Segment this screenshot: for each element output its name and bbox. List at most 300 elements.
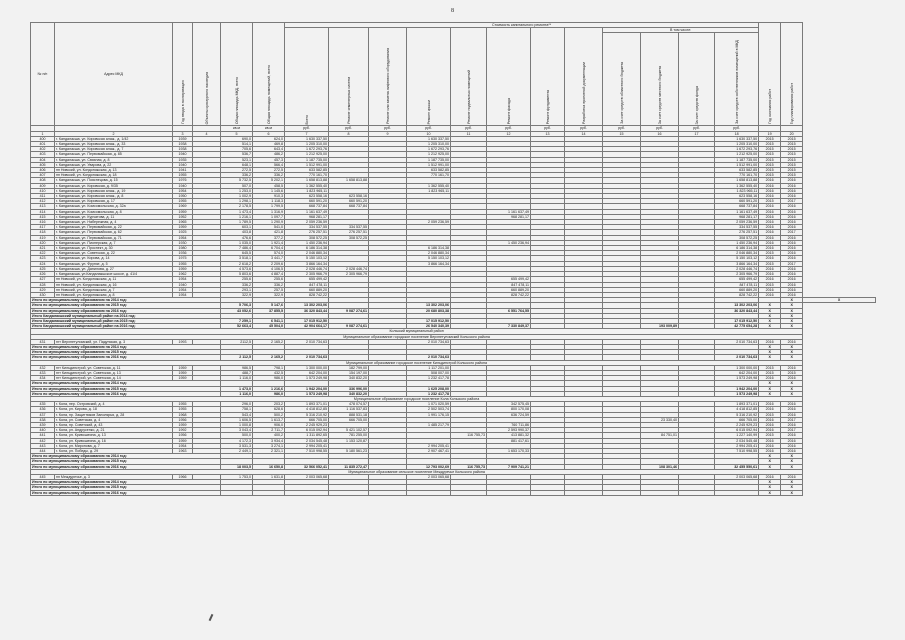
- header-fund-fed-cell: [679, 33, 715, 126]
- table-cell: 2016: [759, 407, 781, 412]
- table-cell: 2016: [781, 475, 803, 480]
- table-cell: 2016: [759, 422, 781, 427]
- subtotal-label: Итого по муниципальному образованию на 2014 год:: [31, 480, 221, 485]
- subtotal-cell: 2 010 734,63: [715, 355, 759, 360]
- table-cell: 421: [31, 246, 55, 251]
- table-cell: 1959: [173, 370, 193, 375]
- table-cell: 2 059 236,59: [407, 220, 451, 225]
- table-cell: 623 558,16: [329, 194, 369, 199]
- table-cell: г. Кандалакша, ул. Фрунзе, д. 5: [55, 261, 173, 266]
- table-cell: 507,0: [221, 183, 253, 188]
- subtotal-cell: 12 793 002,69: [407, 464, 451, 469]
- subtotal-cell: 2 112,5: [221, 355, 253, 360]
- unit-cell: руб.: [329, 126, 369, 131]
- subtotal-cell: X: [781, 318, 803, 323]
- table-cell: 2016: [781, 240, 803, 245]
- table-cell: г. Кола, пер. Островский, д. 4: [55, 402, 173, 407]
- header-year-end: Год окончания работ: [767, 89, 772, 125]
- table-cell: 1955: [173, 199, 193, 204]
- table-cell: 2015: [759, 282, 781, 287]
- subtotal-cell: X: [759, 350, 781, 355]
- table-cell: 633 582,85: [715, 168, 759, 173]
- table-cell: 1976: [173, 178, 193, 183]
- table-cell: 2015: [759, 412, 781, 417]
- table-cell: 628,6: [253, 407, 285, 412]
- table-cell: 1 799,5: [253, 204, 285, 209]
- subtotal-cell: [641, 490, 679, 495]
- table-cell: 272,5: [253, 168, 285, 173]
- table-cell: 2015: [781, 152, 803, 157]
- header-fund-mun: За счет средств местного бюджета: [657, 65, 662, 125]
- header-fund-reg: За счет средств областного бюджета: [619, 62, 624, 125]
- table-cell: г. Кандалакша, ул. Данилова, д. 27: [55, 266, 173, 271]
- table-cell: 2015: [759, 157, 781, 162]
- subtotal-cell: X: [781, 386, 803, 391]
- table-cell: 660 889,20: [715, 287, 759, 292]
- table-cell: 648,1: [221, 162, 253, 167]
- subtotal-cell: 13 302 203,06: [715, 303, 759, 308]
- table-cell: 847 478,11: [487, 282, 531, 287]
- column-number: 7: [285, 131, 329, 136]
- table-cell: 760 711,86: [487, 422, 531, 427]
- table-cell: 432,5: [253, 370, 285, 375]
- header-year-cell: [173, 23, 193, 126]
- subtotal-cell: 42 775 654,28: [715, 324, 759, 329]
- table-cell: 2015: [759, 370, 781, 375]
- subtotal-cell: X: [759, 344, 781, 349]
- subtotal-cell: 16 650,8: [253, 464, 285, 469]
- table-cell: 432: [31, 365, 55, 370]
- table-cell: 1954: [173, 287, 193, 292]
- table-cell: 1 161 637,49: [285, 209, 329, 214]
- subtotal-cell: X: [759, 318, 781, 323]
- subtotal-cell: X: [759, 391, 781, 396]
- table-cell: г. Кандалакша, ул. Кировская алаж., д. 33: [55, 142, 173, 147]
- header-eng-cell: [329, 28, 369, 126]
- subtotal-cell: 37 855,5: [253, 308, 285, 313]
- table-cell: 2 046 880,34: [407, 251, 451, 256]
- subtotal-label: Итого по муниципальному образованию на 2016 год:: [31, 391, 221, 396]
- table-cell: г. Кола, ул. Кривошеина, д. 13: [55, 433, 173, 438]
- table-cell: г. Кандалакша, ул. Первомайская, д. 62: [55, 230, 173, 235]
- table-cell: 1 212 925,00: [715, 152, 759, 157]
- header-year-plan: Год планирования работ: [789, 83, 794, 125]
- table-cell: 2 245 929,23: [715, 422, 759, 427]
- subtotal-cell: 52 663,4: [221, 324, 253, 329]
- table-cell: 4 172,3: [221, 438, 253, 443]
- table-cell: 668 737,84: [329, 204, 369, 209]
- table-cell: 2016: [781, 235, 803, 240]
- table-cell: 1 117 201,00: [407, 365, 451, 370]
- table-cell: 2 321,1: [253, 449, 285, 454]
- table-cell: 642 204,00: [715, 370, 759, 375]
- table-cell: 1 653 170,33: [487, 449, 531, 454]
- table-cell: 4 573,6: [221, 266, 253, 271]
- subtotal-cell: X: [781, 391, 803, 396]
- table-cell: 276 257,51: [329, 230, 369, 235]
- header-pd: Разработка проектной документации: [581, 62, 586, 125]
- table-cell: 1959: [173, 266, 193, 271]
- column-number: 13: [531, 131, 565, 136]
- table-cell: 1959: [173, 225, 193, 230]
- table-cell: 1 450 236,94: [285, 240, 329, 245]
- table-cell: 642 204,00: [285, 370, 329, 375]
- subtotal-cell: 9 087 274,61: [329, 324, 369, 329]
- subtotal-cell: 108 301,46: [641, 464, 679, 469]
- subtotal-cell: [329, 490, 369, 495]
- table-cell: г. Кандалакша, ул. Проспект, д. 30: [55, 246, 173, 251]
- subtotal-cell: [603, 490, 641, 495]
- table-cell: 1955: [173, 407, 193, 412]
- header-lift-cell: [369, 28, 407, 126]
- table-cell: г. Кола, ул. Победы, д. 29: [55, 449, 173, 454]
- subtotal-cell: X: [759, 324, 781, 329]
- column-number: 20: [781, 131, 803, 136]
- table-cell: 660 889,20: [285, 287, 329, 292]
- table-cell: 2016: [759, 428, 781, 433]
- table-cell: 2 711,7: [253, 428, 285, 433]
- table-cell: 334 537,55: [715, 225, 759, 230]
- subtotal-label: Итого по муниципальному образованию на 2014 год:: [31, 454, 221, 459]
- table-cell: 2 305 966,79: [329, 272, 369, 277]
- table-cell: 1938: [173, 147, 193, 152]
- table-cell: 1959: [173, 376, 193, 381]
- subtotal-cell: 340 832,20: [329, 391, 369, 396]
- table-cell: 1959: [173, 209, 193, 214]
- subtotal-label: Итого по муниципальному образованию на 2015 год:: [31, 386, 221, 391]
- table-cell: 2016: [759, 402, 781, 407]
- table-cell: 322,9: [253, 292, 285, 297]
- table-cell: 2 010 734,63: [407, 339, 451, 344]
- header-year: Год ввода в эксплуатацию: [180, 80, 185, 125]
- table-cell: 403,8: [221, 230, 253, 235]
- subtotal-cell: [715, 490, 759, 495]
- table-cell: 770 161,70: [407, 173, 451, 178]
- table-cell: 1975: [173, 256, 193, 261]
- table-cell: 322,9: [221, 292, 253, 297]
- table-cell: 2015: [759, 147, 781, 152]
- subtotal-label: Итого по муниципальному образованию на 2015 год:: [31, 303, 221, 308]
- table-cell: 1936: [173, 251, 193, 256]
- table-cell: 2015: [759, 365, 781, 370]
- table-cell: 408: [31, 178, 55, 183]
- table-cell: 1 362 555,40: [285, 183, 329, 188]
- table-cell: 457,3: [253, 157, 285, 162]
- table-cell: 2016: [759, 292, 781, 297]
- table-cell: 1 789,5: [221, 220, 253, 225]
- table-cell: 1 512 991,00: [285, 162, 329, 167]
- table-cell: 1 000,8: [221, 422, 253, 427]
- table-cell: 469,8: [253, 142, 285, 147]
- table-cell: 2016: [759, 376, 781, 381]
- table-cell: 2016: [781, 194, 803, 199]
- unit-cell: руб.: [407, 126, 451, 131]
- subtotal-cell: X: [759, 485, 781, 490]
- column-number: 10: [407, 131, 451, 136]
- header-foundation-cell: [531, 28, 565, 126]
- table-cell: 2017: [781, 199, 803, 204]
- table-cell: 2016: [781, 204, 803, 209]
- table-cell: г. Кандалакша, ул. Кировская алаж., д. 8: [55, 194, 173, 199]
- subtotal-cell: X: [803, 298, 876, 303]
- table-cell: 1 631,8: [253, 475, 285, 480]
- table-cell: 1 362 555,40: [407, 183, 451, 188]
- table-cell: г. Кола, ул. Андрусенко, д. 21: [55, 428, 173, 433]
- table-cell: 1 161 637,49: [715, 209, 759, 214]
- table-cell: 1962: [173, 272, 193, 277]
- table-cell: 340 832,20: [329, 376, 369, 381]
- table-cell: 2017: [781, 417, 803, 422]
- subtotal-cell: 1 942 204,00: [715, 386, 759, 391]
- table-cell: 2016: [781, 402, 803, 407]
- subtotal-cell: 36 320 843,44: [715, 308, 759, 313]
- table-cell: 402: [31, 147, 55, 152]
- table-cell: 1 161 637,49: [487, 209, 531, 214]
- subtotal-cell: 11 835 272,47: [329, 464, 369, 469]
- table-cell: 2016: [781, 188, 803, 193]
- subtotal-label: Итого по муниципальному образованию на 2016 год:: [31, 490, 221, 495]
- table-cell: 2016: [759, 225, 781, 230]
- table-cell: 296,0: [221, 402, 253, 407]
- table-cell: 5 202,1: [253, 178, 285, 183]
- table-cell: 500,0: [221, 433, 253, 438]
- table-cell: 203,2: [253, 402, 285, 407]
- header-fund-mun-cell: [641, 33, 679, 126]
- table-cell: 633 582,85: [285, 168, 329, 173]
- subtotal-cell: X: [759, 303, 781, 308]
- subtotal-cell: 7 259,1: [221, 318, 253, 323]
- table-cell: 2015: [781, 173, 803, 178]
- table-cell: 1 232 417,78: [407, 376, 451, 381]
- table-cell: 1959: [173, 438, 193, 443]
- subtotal-label: Итого по муниципальному образованию на 2014 год:: [31, 381, 221, 386]
- subtotal-cell: [451, 490, 487, 495]
- table-cell: 1980: [173, 246, 193, 251]
- table-cell: г. Кандалакша, ул. Связная, д. 8: [55, 157, 173, 162]
- table-cell: 257,5: [253, 287, 285, 292]
- table-cell: г. Кандалакша, ул. Уварова, д. 22: [55, 162, 173, 167]
- table-cell: 427: [31, 277, 55, 282]
- table-cell: 401: [31, 142, 55, 147]
- table-cell: 428: [31, 282, 55, 287]
- table-cell: 2015: [759, 251, 781, 256]
- table-cell: 566,4: [253, 162, 285, 167]
- table-cell: 2016: [759, 194, 781, 199]
- table-cell: 645,5: [221, 251, 253, 256]
- header-group-cost: Стоимость капитального ремонта**: [285, 23, 759, 28]
- section-heading: Муниципальное образование сельское поселение Междуречье Кольского района: [31, 469, 803, 474]
- table-head: [31, 23, 876, 137]
- table-cell: 421,8: [253, 230, 285, 235]
- subtotal-cell: X: [781, 464, 803, 469]
- table-cell: г. Кола, ул. Кирова, д. 18: [55, 407, 173, 412]
- subtotal-cell: 7 909 741,21: [487, 464, 531, 469]
- table-cell: 2017: [781, 428, 803, 433]
- table-cell: 1956: [173, 417, 193, 422]
- unit-cell: руб.: [679, 126, 715, 131]
- table-cell: г. Кандалакша, ул.Кандалакшское шоссе, д. 41/4: [55, 272, 173, 277]
- table-cell: 770 161,70: [715, 173, 759, 178]
- table-cell: 5 150 103,12: [715, 256, 759, 261]
- subtotal-cell: 17 015 912,50: [407, 318, 451, 323]
- subtotal-cell: X: [759, 454, 781, 459]
- table-cell: 2016: [759, 214, 781, 219]
- table-cell: 1 300 000,00: [285, 365, 329, 370]
- table-cell: 986,0: [253, 376, 285, 381]
- table-cell: г. Кандалакша, ул. Кировская алаж., д. 7: [55, 147, 173, 152]
- table-cell: 412: [31, 199, 55, 204]
- column-number: 2: [55, 131, 173, 136]
- table-cell: 2015: [759, 199, 781, 204]
- header-fund-own: За счет средств собственников помещений в МКД: [734, 40, 739, 125]
- table-cell: 2016: [759, 240, 781, 245]
- table-cell: 1 153 120,87: [329, 438, 369, 443]
- table-cell: 1954: [173, 443, 193, 448]
- table-cell: 400: [31, 136, 55, 141]
- table-cell: 1 823 965,11: [285, 188, 329, 193]
- table-cell: 1 311 892,65: [285, 433, 329, 438]
- table-cell: 23 330,40: [641, 417, 679, 422]
- table-cell: 514,1: [221, 142, 253, 147]
- table-cell: 1 658 813,88: [329, 178, 369, 183]
- table-cell: 543,4: [221, 412, 253, 417]
- subtotal-label: Итого по муниципальному образованию на 2015 год:: [31, 350, 221, 355]
- table-cell: 523,1: [221, 157, 253, 162]
- table-cell: 425: [31, 266, 55, 271]
- table-cell: 6 186 314,38: [715, 246, 759, 251]
- header-year-plan-cell: [781, 23, 803, 126]
- table-cell: г. Кандалакша, ул. Пионерская, д. 7: [55, 240, 173, 245]
- table-cell: 1 613,7: [253, 417, 285, 422]
- subtotal-cell: 5 147,6: [253, 303, 285, 308]
- table-cell: 1 512 991,00: [407, 162, 451, 167]
- table-cell: 798,1: [253, 365, 285, 370]
- table-cell: нп Нивский, ул. Кондопожская, д. 8: [55, 292, 173, 297]
- table-cell: 1 300 000,00: [715, 365, 759, 370]
- table-cell: 660 591,20: [285, 199, 329, 204]
- subtotal-cell: [531, 490, 565, 495]
- subtotal-cell: X: [759, 464, 781, 469]
- subtotal-cell: 1 473,0: [221, 386, 253, 391]
- table-cell: нп Междуречье, д. 3: [55, 475, 173, 480]
- table-cell: 1 002,9: [221, 194, 253, 199]
- table-cell: 2 003 065,68: [285, 475, 329, 480]
- table-cell: 1 573 249,98: [285, 376, 329, 381]
- table-cell: 2016: [759, 220, 781, 225]
- table-cell: 84 751,01: [641, 433, 679, 438]
- table-cell: 2 994 205,41: [285, 443, 329, 448]
- column-number: 18: [715, 131, 759, 136]
- subtotal-label: Итого по муниципальному образованию на 2015 год:: [31, 459, 221, 464]
- table-cell: 5 180 561,23: [329, 449, 369, 454]
- subtotal-cell: [285, 490, 329, 495]
- table-cell: 888 531,18: [329, 412, 369, 417]
- unit-cell: руб.: [487, 126, 531, 131]
- table-cell: 336,2: [253, 282, 285, 287]
- header-roof: Ремонт крыши: [426, 99, 431, 125]
- table-cell: г. Кандалакша, ул. Комсомольская, д. 8: [55, 209, 173, 214]
- table-cell: 541,0: [253, 225, 285, 230]
- table-cell: 2015: [759, 433, 781, 438]
- table-cell: 2015: [781, 162, 803, 167]
- table-cell: 690,0: [221, 136, 253, 141]
- table-cell: 293,1: [221, 287, 253, 292]
- subtotal-cell: 6 541,1: [253, 318, 285, 323]
- table-cell: нп Нивский, ул. Кондопожская, д. 7: [55, 287, 173, 292]
- table-cell: 2 034 545,48: [285, 438, 329, 443]
- subtotal-cell: 9 087 274,61: [329, 308, 369, 313]
- table-cell: 1 893 371,01: [285, 402, 329, 407]
- table-cell: 1 672 293,76: [715, 147, 759, 152]
- subtotal-cell: 17 015 912,50: [285, 318, 329, 323]
- table-cell: 2016: [781, 287, 803, 292]
- table-cell: г. Кандалакша, ул. Кирова, д. 14: [55, 256, 173, 261]
- table-cell: 2015: [781, 157, 803, 162]
- subtotal-cell: 2 165,2: [253, 355, 285, 360]
- table-cell: 336,2: [253, 173, 285, 178]
- header-fund-own-cell: [715, 33, 759, 126]
- table-cell: 476,6: [221, 235, 253, 240]
- table-cell: 633 582,85: [407, 168, 451, 173]
- table-cell: 2016: [781, 292, 803, 297]
- table-cell: 2016: [781, 376, 803, 381]
- table-cell: 1 116 537,83: [329, 407, 369, 412]
- table-cell: 2016: [781, 282, 803, 287]
- table-cell: 6 186 314,38: [407, 246, 451, 251]
- subtotal-cell: X: [781, 485, 803, 490]
- column-number: 9: [369, 131, 407, 136]
- subtotal-cell: X: [781, 324, 803, 329]
- header-total-cell: [285, 28, 329, 126]
- subtotal-cell: X: [759, 355, 781, 360]
- table-cell: 342 575,45: [487, 402, 531, 407]
- table-cell: г. Кандалакша, ул. Советская, д. 22: [55, 251, 173, 256]
- table-cell: 276 257,51: [715, 230, 759, 235]
- table-cell: 1 253,0: [221, 188, 253, 193]
- table-cell: 1 035,0: [221, 240, 253, 245]
- table-cell: 2016: [759, 204, 781, 209]
- subtotal-cell: X: [759, 313, 781, 318]
- unit-cell: руб.: [369, 126, 407, 131]
- subtotal-label: Итого по муниципальному образованию на 2016 год:: [31, 308, 221, 313]
- table-cell: 1940: [173, 152, 193, 157]
- table-cell: 2016: [781, 365, 803, 370]
- table-cell: 2016: [781, 183, 803, 188]
- table-cell: 668 737,84: [715, 204, 759, 209]
- column-number: 4: [193, 131, 221, 136]
- table-cell: 660 889,20: [487, 287, 531, 292]
- table-cell: 1 205 310,00: [407, 142, 451, 147]
- table-cell: 434: [31, 376, 55, 381]
- table-cell: 2016: [781, 209, 803, 214]
- table-cell: 1 823 965,11: [715, 188, 759, 193]
- table-cell: 1935: [173, 157, 193, 162]
- table-cell: 415: [31, 214, 55, 219]
- table-cell: 1 212 925,00: [285, 152, 329, 157]
- table-cell: 705,6: [221, 147, 253, 152]
- table-cell: 6 186 314,38: [285, 246, 329, 251]
- table-cell: г. Кандалакша, ул. Курчатова, д. 11: [55, 214, 173, 219]
- table-cell: 336,2: [221, 173, 253, 178]
- table-cell: 7 510 998,55: [715, 449, 759, 454]
- column-number: 12: [487, 131, 531, 136]
- table-cell: 1 187 735,00: [285, 157, 329, 162]
- header-area-living-cell: [253, 23, 285, 126]
- table-cell: 436: [31, 407, 55, 412]
- table-cell: 2015: [759, 162, 781, 167]
- table-cell: 2 209,6: [253, 261, 285, 266]
- table-cell: 986,5: [221, 365, 253, 370]
